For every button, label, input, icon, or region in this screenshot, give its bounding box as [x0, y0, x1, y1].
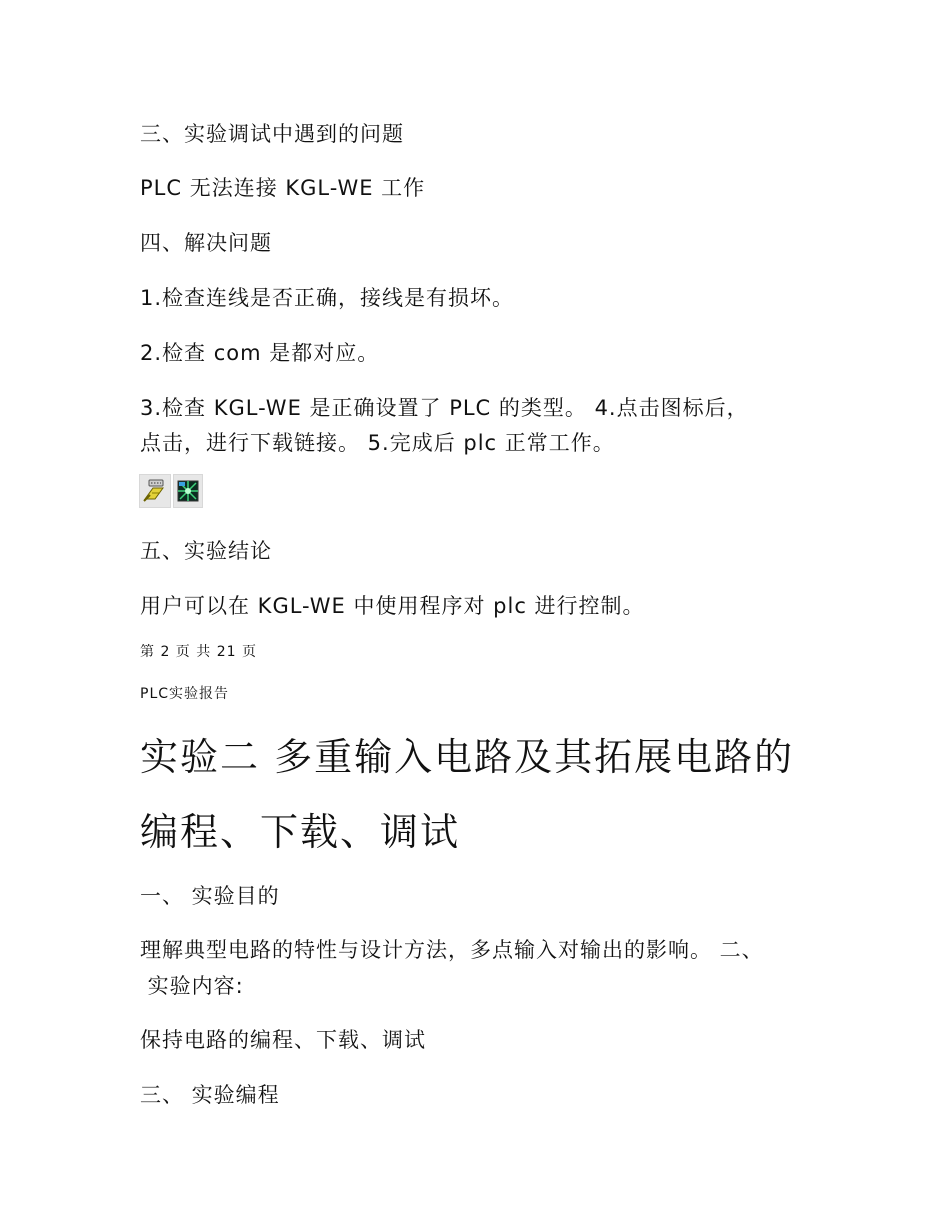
section-heading-programming: 三、 实验编程	[140, 1083, 280, 1107]
experiment-title-line-2: 编程、下载、调试	[140, 810, 461, 854]
conclusion-text: 用户可以在 KGL-WE 中使用程序对 plc 进行控制。	[140, 594, 645, 618]
page-header: PLC实验报告	[140, 686, 230, 702]
purpose-text-line-2: 实验内容:	[140, 974, 244, 998]
page-footer: 第 2 页 共 21 页	[140, 644, 257, 660]
problem-text: PLC 无法连接 KGL-WE 工作	[140, 176, 426, 200]
purpose-text-line-1: 理解典型电路的特性与设计方法，多点输入对输出的影响。 二、	[140, 938, 764, 962]
plc-monitor-icon	[173, 474, 203, 508]
solution-step-3-4: 3.检查 KGL-WE 是正确设置了 PLC 的类型。 4.点击图标后，	[140, 396, 749, 420]
solution-step-4-5: 点击，进行下载链接。 5.完成后 plc 正常工作。	[140, 431, 615, 455]
solution-step-2: 2.检查 com 是都对应。	[140, 341, 380, 365]
solution-step-1: 1.检查连线是否正确，接线是有损坏。	[140, 286, 515, 310]
section-heading-solutions: 四、解决问题	[140, 231, 272, 255]
experiment-title-line-1: 实验二 多重输入电路及其拓展电路的	[140, 735, 795, 779]
content-text: 保持电路的编程、下载、调试	[140, 1028, 426, 1052]
section-heading-conclusion: 五、实验结论	[140, 539, 272, 563]
toolbar-icons	[139, 474, 203, 508]
download-plug-icon	[139, 474, 171, 508]
section-heading-purpose: 一、 实验目的	[140, 884, 280, 908]
section-heading-problems: 三、实验调试中遇到的问题	[140, 122, 404, 146]
